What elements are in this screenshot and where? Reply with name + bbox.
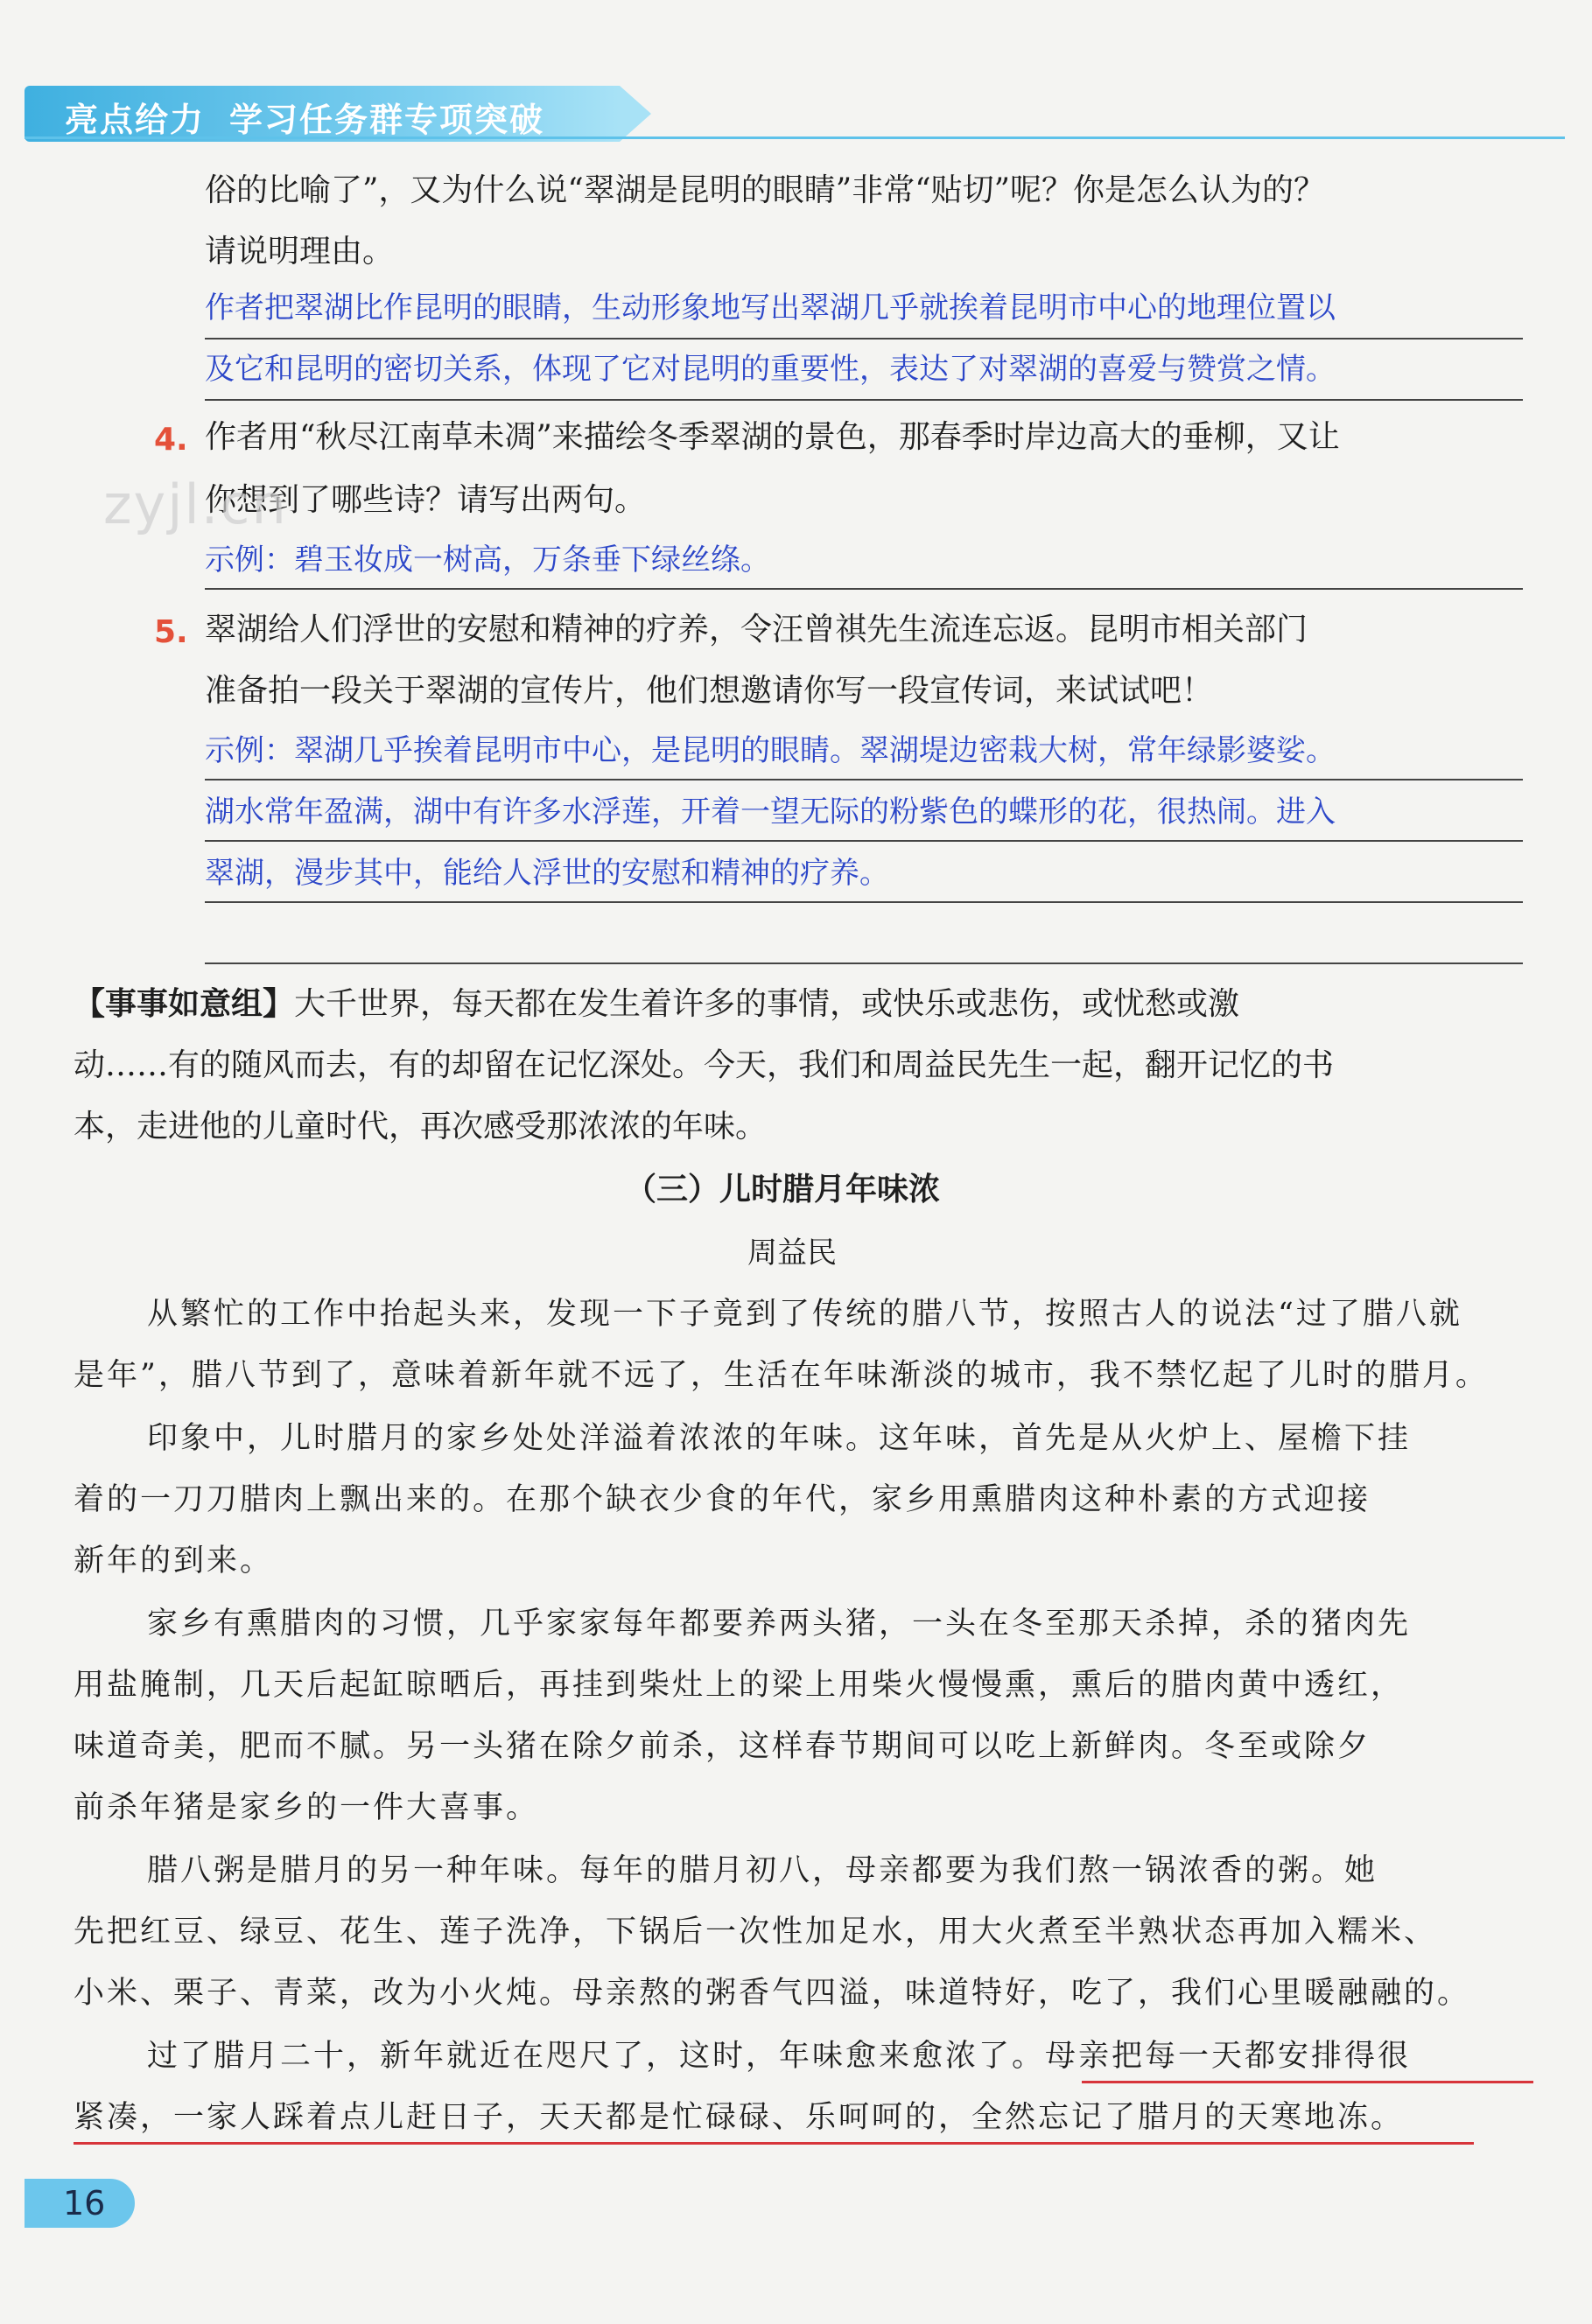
q5-answer-line1: 示例：翠湖几乎挨着昆明市中心，是昆明的眼睛。翠湖堤边密栽大树，常年绿影婆娑。 (205, 733, 1336, 768)
header-subtitle: 学习任务群专项突破 (229, 101, 545, 139)
intro-line2: 动……有的随风而去，有的却留在记忆深处。今天，我们和周益民先生一起，翻开记忆的书 (74, 1047, 1335, 1083)
p3-line1: 家乡有熏腊肉的习惯，几乎家家每年都要养两头猪，一头在冬至那天杀掉，杀的猪肉先 (147, 1606, 1412, 1642)
p2-line2: 着的一刀刀腊肉上飘出来的。在那个缺衣少食的年代，家乡用熏腊肉这种朴素的方式迎接 (74, 1482, 1371, 1517)
q4-answer: 示例：碧玉妆成一树高，万条垂下绿丝绦。 (205, 542, 770, 578)
header-title (65, 93, 544, 141)
p5-line1: 过了腊月二十，新年就近在咫尺了，这时，年味愈来愈浓了。母亲把每一天都安排得很 (147, 2039, 1412, 2074)
answer-underline (205, 399, 1523, 401)
q4-number: 4. (154, 422, 188, 458)
q5-answer-line2: 湖水常年盈满，湖中有许多水浮莲，开着一望无际的粉紫色的蝶形的花，很热闹。进入 (205, 794, 1336, 830)
q5-answer-line3: 翠湖，漫步其中，能给人浮世的安慰和精神的疗养。 (205, 856, 889, 891)
p3-line2: 用盐腌制，几天后起缸晾晒后，再挂到柴灶上的梁上用柴火慢慢熏，熏后的腊肉黄中透红， (74, 1668, 1405, 1703)
p4-line3: 小米、栗子、青菜，改为小火炖。母亲熬的粥香气四溢，味道特好，吃了，我们心里暖融融的。 (74, 1976, 1471, 2011)
intro-line1 (74, 987, 1239, 1022)
p3-line4: 前杀年猪是家乡的一件大喜事。 (74, 1790, 540, 1825)
group-tag: 【事事如意组】 (74, 986, 295, 1022)
q5-line1: 翠湖给人们浮世的安慰和精神的疗养，令汪曾祺先生流连忘返。昆明市相关部门 (205, 612, 1308, 648)
p1-line2: 是年”，腊八节到了，意味着新年就不远了，生活在年味渐淡的城市，我不禁忆起了儿时的腊月。 (74, 1358, 1489, 1393)
highlight-underline (1082, 2081, 1533, 2083)
watermark: zyjl.cn (103, 472, 288, 536)
q3-answer-line1: 作者把翠湖比作昆明的眼睛，生动形象地写出翠湖几乎就挨着昆明市中心的地理位置以 (205, 290, 1336, 326)
answer-underline (205, 779, 1523, 780)
q4-line2: 你想到了哪些诗？请写出两句。 (205, 482, 647, 518)
page-number-tab (25, 2179, 135, 2228)
p3-line3: 味道奇美，肥而不腻。另一头猪在除夕前杀，这样春节期间可以吃上新鲜肉。冬至或除夕 (74, 1729, 1371, 1764)
highlight-underline (74, 2142, 1474, 2145)
q5-line2: 准备拍一段关于翠湖的宣传片，他们想邀请你写一段宣传词，来试试吧！ (205, 673, 1214, 709)
header-brand: 亮点给力 (65, 101, 206, 139)
q3-line1: 俗的比喻了”，又为什么说“翠湖是昆明的眼睛”非常“贴切”呢？你是怎么认为的？ (205, 172, 1326, 208)
answer-underline (205, 901, 1523, 903)
q3-answer-line2: 及它和昆明的密切关系，体现了它对昆明的重要性，表达了对翠湖的喜爱与赞赏之情。 (205, 352, 1336, 387)
p1-line1: 从繁忙的工作中抬起头来，发现一下子竟到了传统的腊八节，按照古人的说法“过了腊八就 (147, 1297, 1462, 1332)
answer-underline (205, 962, 1523, 964)
article-author: 周益民 (747, 1236, 837, 1270)
answer-underline (205, 338, 1523, 340)
q3-line2: 请说明理由。 (205, 234, 395, 270)
p2-line1: 印象中，儿时腊月的家乡处处洋溢着浓浓的年味。这年味，首先是从火炉上、屋檐下挂 (147, 1421, 1412, 1456)
q5-number: 5. (154, 614, 188, 650)
p2-line3: 新年的到来。 (74, 1544, 274, 1578)
intro-line3: 本，走进他的儿童时代，再次感受那浓浓的年味。 (74, 1109, 768, 1144)
page-number: 16 (63, 2184, 106, 2222)
article-title: （三）儿时腊月年味浓 (625, 1172, 941, 1208)
p4-line2: 先把红豆、绿豆、花生、莲子洗净，下锅后一次性加足水，用大火煮至半熟状态再加入糯米、 (74, 1914, 1438, 1950)
answer-underline (205, 588, 1523, 590)
p5-line2: 紧凑，一家人踩着点儿赶日子，天天都是忙碌碌、乐呵呵的，全然忘记了腊月的天寒地冻。 (74, 2100, 1405, 2135)
intro-text1: 大千世界，每天都在发生着许多的事情，或快乐或悲伤，或忧愁或激 (294, 986, 1240, 1022)
q4-line1: 作者用“秋尽江南草未凋”来描绘冬季翠湖的景色，那春季时岸边高大的垂柳，又让 (205, 419, 1340, 455)
answer-underline (205, 840, 1523, 842)
p4-line1: 腊八粥是腊月的另一种年味。每年的腊月初八，母亲都要为我们熬一锅浓香的粥。她 (147, 1853, 1378, 1888)
